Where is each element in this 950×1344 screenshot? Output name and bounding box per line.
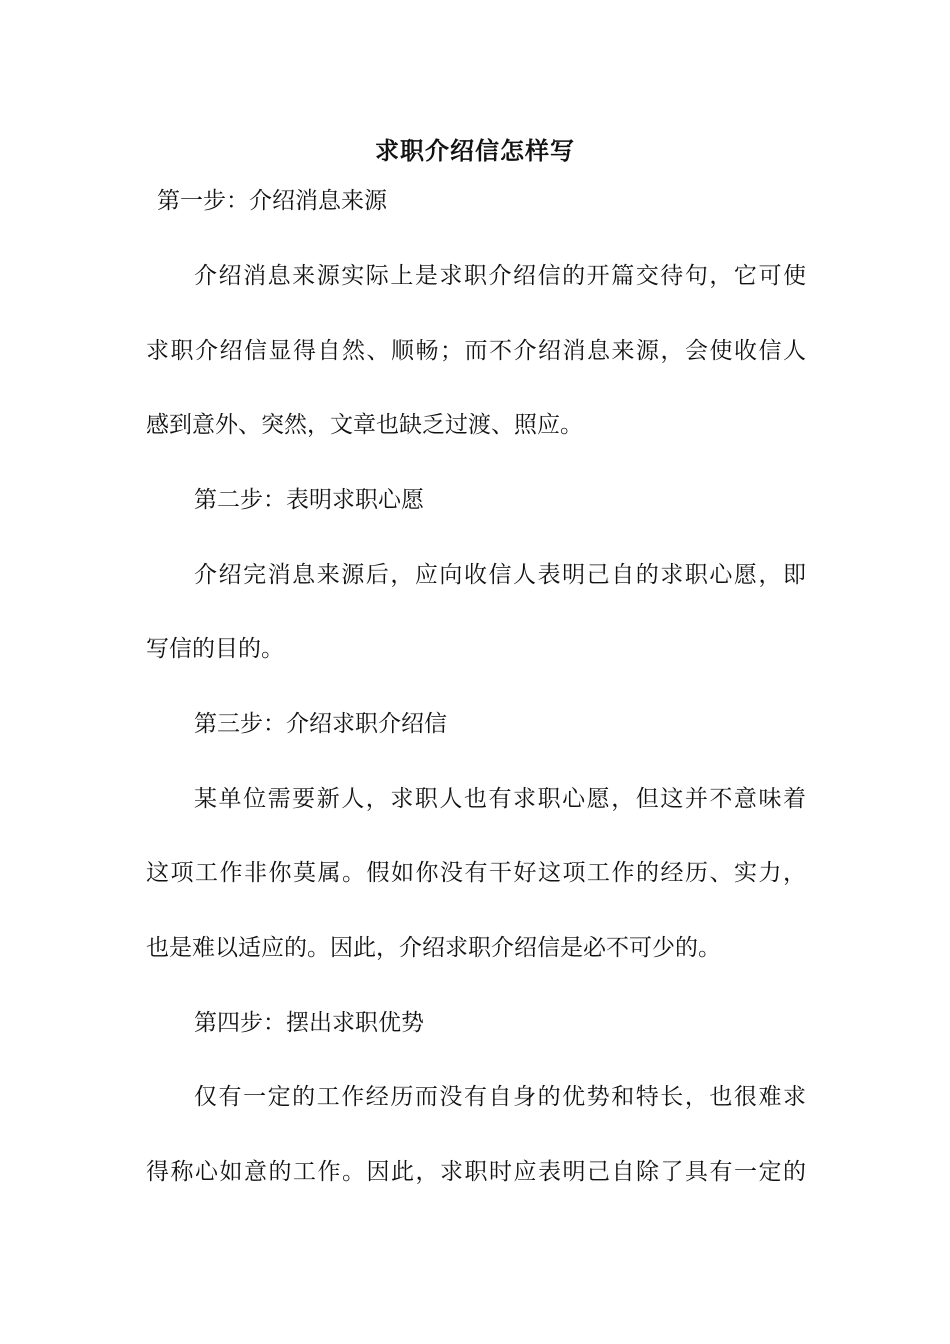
- step-1-heading: 第一步：介绍消息来源: [157, 188, 387, 214]
- paragraph-4-line-2: 得称心如意的工作。因此，求职时应表明己自除了具有一定的: [146, 1159, 806, 1185]
- paragraph-2-line-2: 写信的目的。: [146, 636, 284, 662]
- paragraph-3-line-1: 某单位需要新人，求职人也有求职心愿，但这并不意味着: [194, 786, 806, 812]
- paragraph-1-line-3: 感到意外、突然，文章也缺乏过渡、照应。: [146, 412, 583, 438]
- step-4-heading: 第四步：摆出求职优势: [194, 1010, 424, 1036]
- step-3-heading: 第三步：介绍求职介绍信: [194, 711, 447, 737]
- paragraph-1-line-2: 求职介绍信显得自然、顺畅；而不介绍消息来源，会使收信人: [146, 338, 806, 364]
- paragraph-4-line-1: 仅有一定的工作经历而没有自身的优势和特长，也很难求: [194, 1084, 806, 1110]
- document-title: 求职介绍信怎样写: [375, 136, 575, 165]
- paragraph-2-line-1: 介绍完消息来源后，应向收信人表明己自的求职心愿，即: [194, 562, 806, 588]
- paragraph-3-line-2: 这项工作非你莫属。假如你没有干好这项工作的经历、实力，: [146, 860, 806, 886]
- paragraph-1-line-1: 介绍消息来源实际上是求职介绍信的开篇交待句，它可使: [194, 263, 806, 289]
- step-2-heading: 第二步：表明求职心愿: [194, 487, 424, 513]
- paragraph-3-line-3: 也是难以适应的。因此，介绍求职介绍信是必不可少的。: [146, 935, 721, 961]
